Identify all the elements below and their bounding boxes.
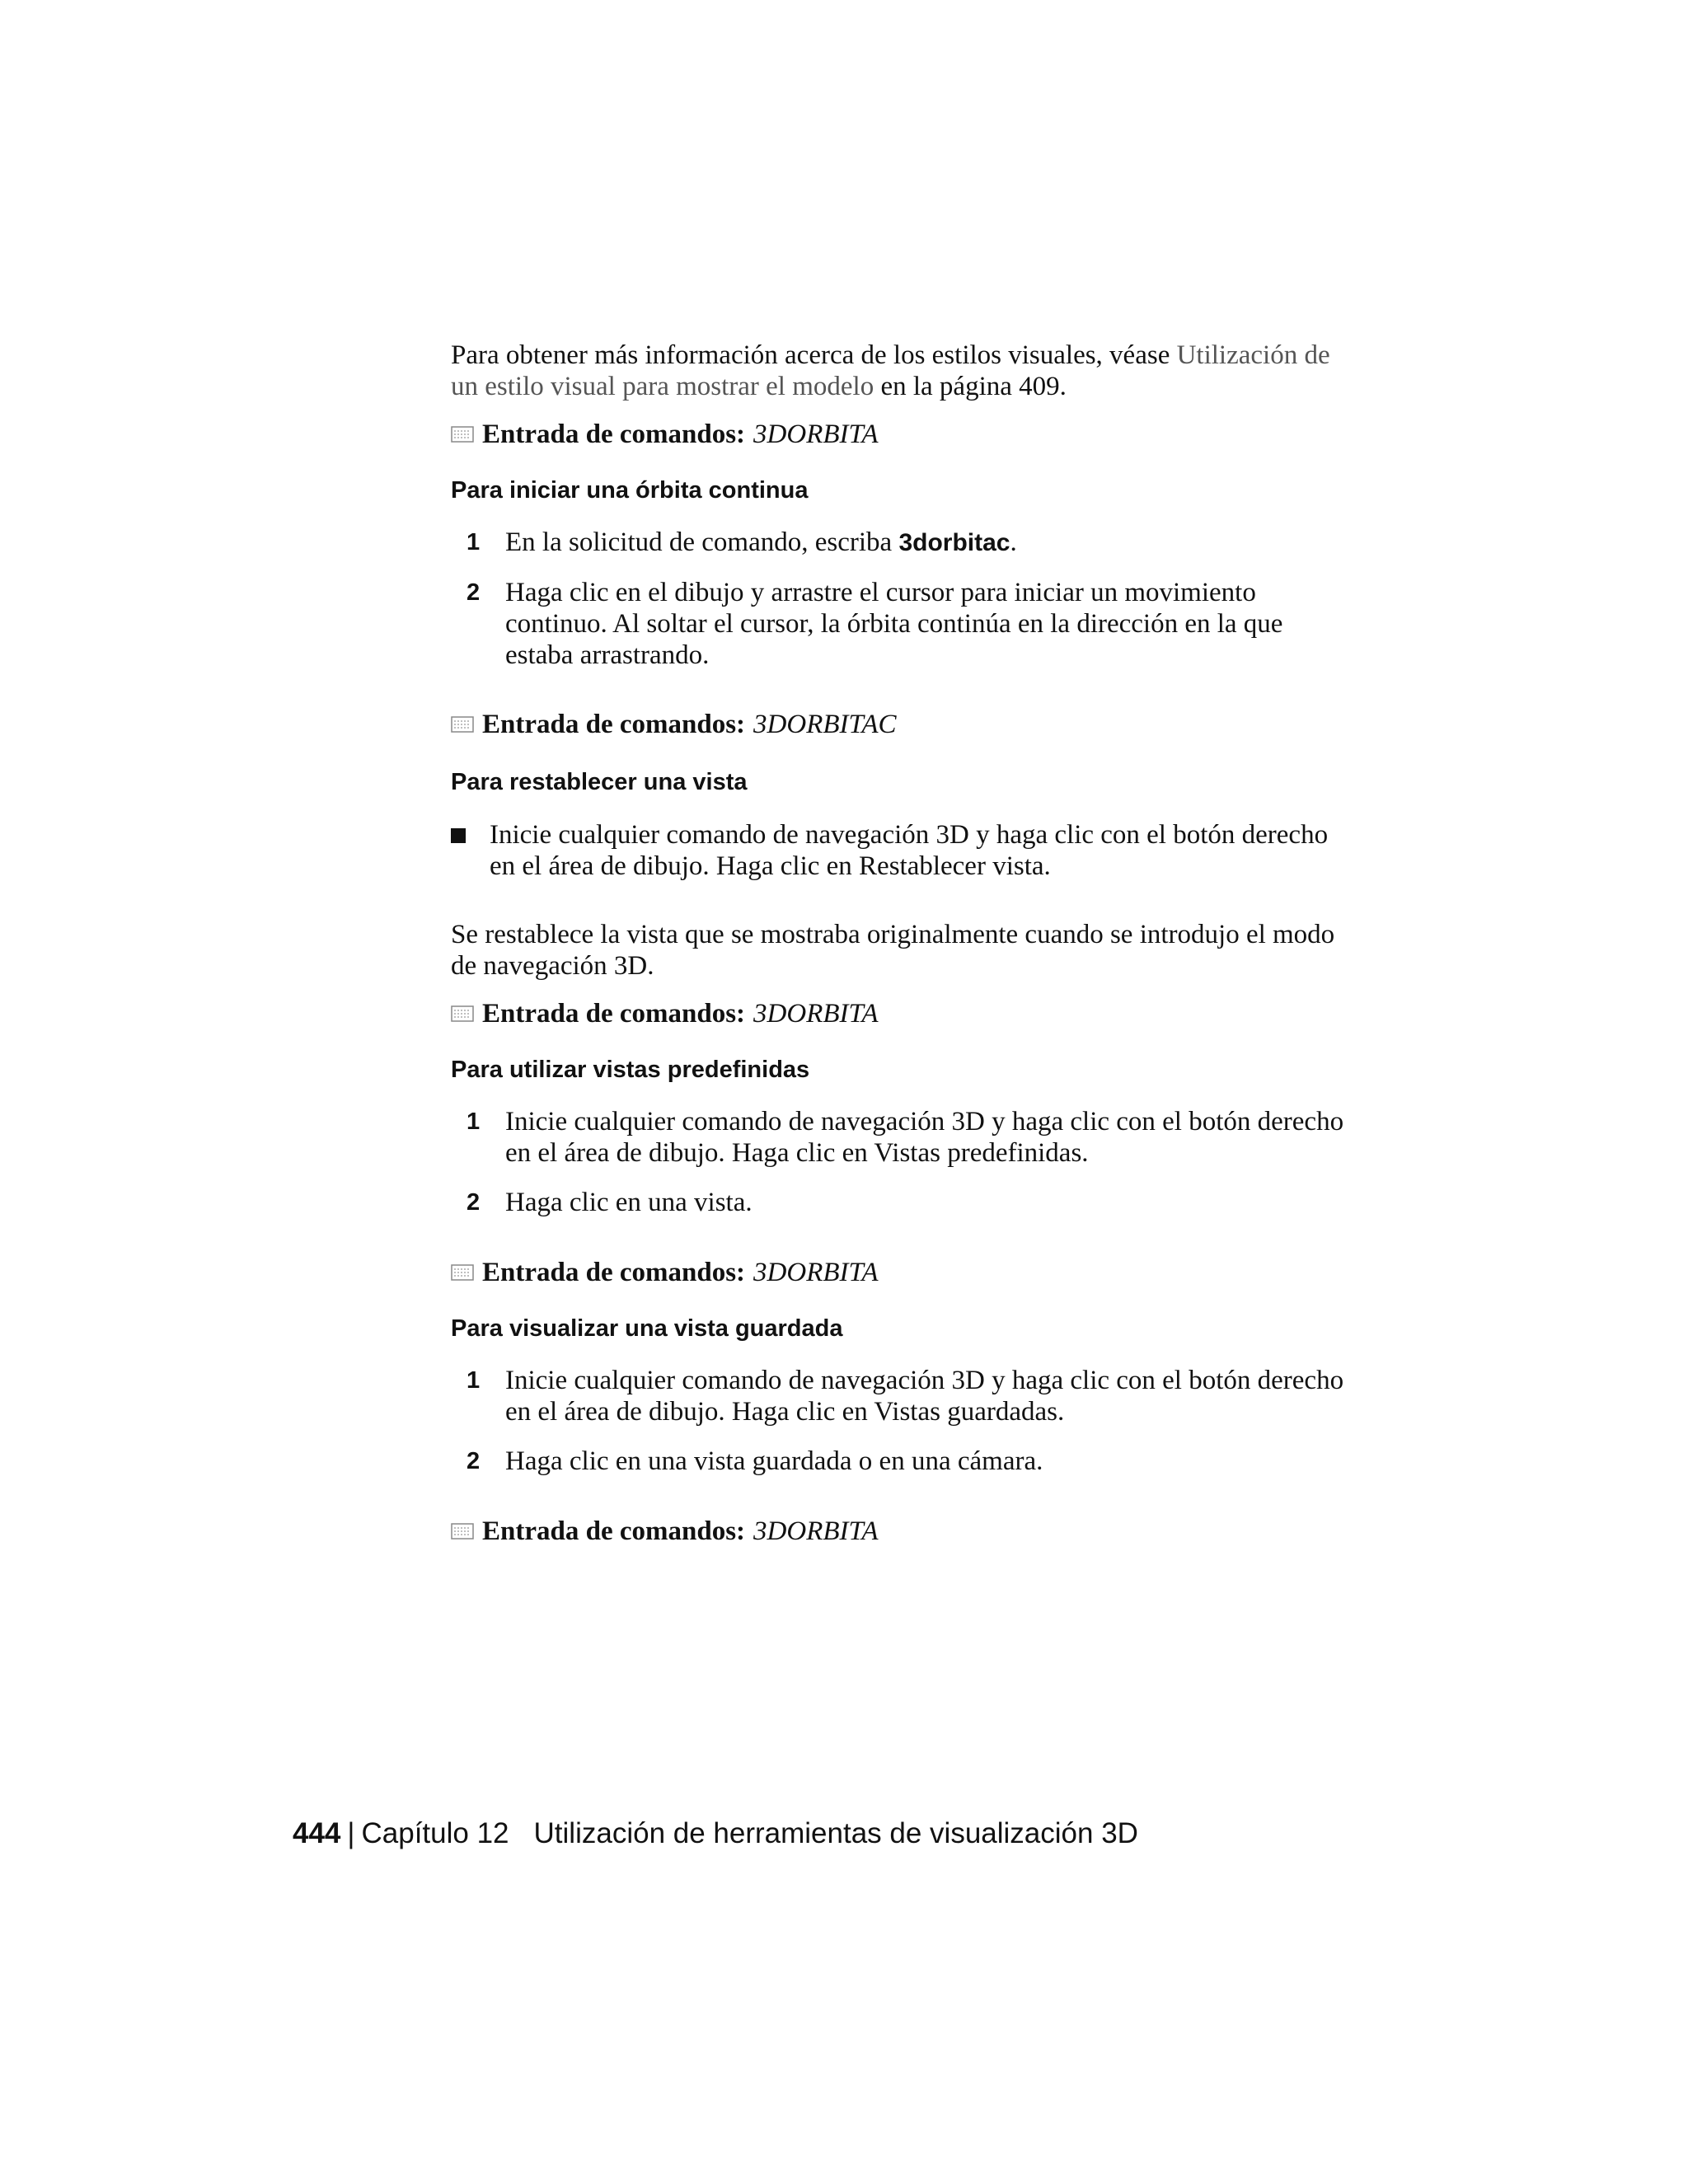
step-item: [451, 1106, 1357, 1169]
step-text: Haga clic en una vista.: [505, 1188, 753, 1217]
bullet-item: [451, 819, 1357, 882]
step-number: 2: [467, 1189, 481, 1216]
command-name: 3DORBITAC: [753, 710, 897, 739]
step-number: 2: [467, 1448, 481, 1474]
chapter-title: Utilización de herramientas de visualización 3D: [533, 1817, 1138, 1849]
command-entry: [451, 1516, 1357, 1547]
step-item: [451, 577, 1357, 671]
command-name: 3DORBITA: [753, 419, 879, 449]
step-text: Haga clic en una vista guardada o en una cámara.: [505, 1446, 1043, 1476]
step-item: [451, 1446, 1357, 1477]
step-item: [451, 1365, 1357, 1427]
command-entry-label: Entrada de comandos:: [482, 999, 746, 1029]
intro-text: Para obtener más información acerca de los estilos visuales, véase: [451, 340, 1177, 370]
step-item: [451, 527, 1357, 559]
step-text: Inicie cualquier comando de navegación 3D y haga clic con el botón derecho en el área de dibujo. Haga clic en Vistas guardadas.: [505, 1366, 1344, 1427]
note-paragraph: Se restablece la vista que se mostraba originalmente cuando se introdujo el modo de navegación 3D.: [451, 920, 1335, 981]
section-heading: Para restablecer una vista: [451, 769, 748, 795]
command-entry: [451, 709, 1357, 740]
command-entry-label: Entrada de comandos:: [482, 419, 746, 449]
command-entry-label: Entrada de comandos:: [482, 710, 746, 739]
command-entry-label: Entrada de comandos:: [482, 1516, 746, 1546]
section-heading: Para utilizar vistas predefinidas: [451, 1057, 810, 1083]
command-name: 3DORBITA: [753, 1258, 879, 1287]
keyboard-icon: [451, 1264, 474, 1281]
step-text: [505, 527, 1357, 559]
step-item: [451, 1187, 1357, 1218]
step-number: 1: [467, 1108, 481, 1135]
keyboard-icon: [451, 426, 474, 443]
step-list: [451, 527, 1357, 671]
page-number: 444: [293, 1817, 341, 1849]
chapter-number: Capítulo 12: [361, 1817, 509, 1849]
page-footer: [293, 1817, 1138, 1850]
bullet-square-icon: [451, 819, 490, 882]
intro-text-end: en la página 409.: [874, 372, 1067, 401]
step-list: [451, 1106, 1357, 1218]
step-list: [451, 1365, 1357, 1477]
step-text-after: .: [1010, 527, 1017, 557]
step-number: 1: [467, 1367, 481, 1394]
command-entry: [451, 1257, 1357, 1288]
command-name: 3DORBITA: [753, 999, 879, 1029]
step-number: 2: [467, 579, 481, 606]
command-name: 3DORBITA: [753, 1516, 879, 1546]
keyboard-icon: [451, 1523, 474, 1540]
footer-separator: |: [347, 1817, 355, 1849]
step-text: Inicie cualquier comando de navegación 3D y haga clic con el botón derecho en el área de dibujo. Haga clic en Vistas predefinidas.: [505, 1107, 1344, 1168]
cross-reference-link[interactable]: Utilización de un estilo visual para mostrar el modelo: [451, 340, 1330, 401]
keyboard-icon: [451, 716, 474, 733]
intro-paragraph: [451, 340, 1357, 402]
command-entry: [451, 419, 1357, 450]
command-entry-label: Entrada de comandos:: [482, 1258, 746, 1287]
step-number: 1: [467, 529, 481, 555]
section-heading: Para visualizar una vista guardada: [451, 1315, 843, 1342]
command-entry: [451, 998, 1357, 1029]
bullet-text: Inicie cualquier comando de navegación 3D y haga clic con el botón derecho en el área de dibujo. Haga clic en Restablecer vista.: [490, 820, 1329, 881]
command-keyword: 3dorbitac: [898, 529, 1010, 556]
page-content: [451, 340, 1357, 1547]
keyboard-icon: [451, 1005, 474, 1022]
step-text-before: En la solicitud de comando, escriba: [505, 527, 899, 557]
section-heading: Para iniciar una órbita continua: [451, 477, 809, 504]
step-text: Haga clic en el dibujo y arrastre el cursor para iniciar un movimiento continuo. Al soltar el cursor, la órbita continúa en la dirección en la que estaba arrastrando.: [505, 578, 1283, 670]
